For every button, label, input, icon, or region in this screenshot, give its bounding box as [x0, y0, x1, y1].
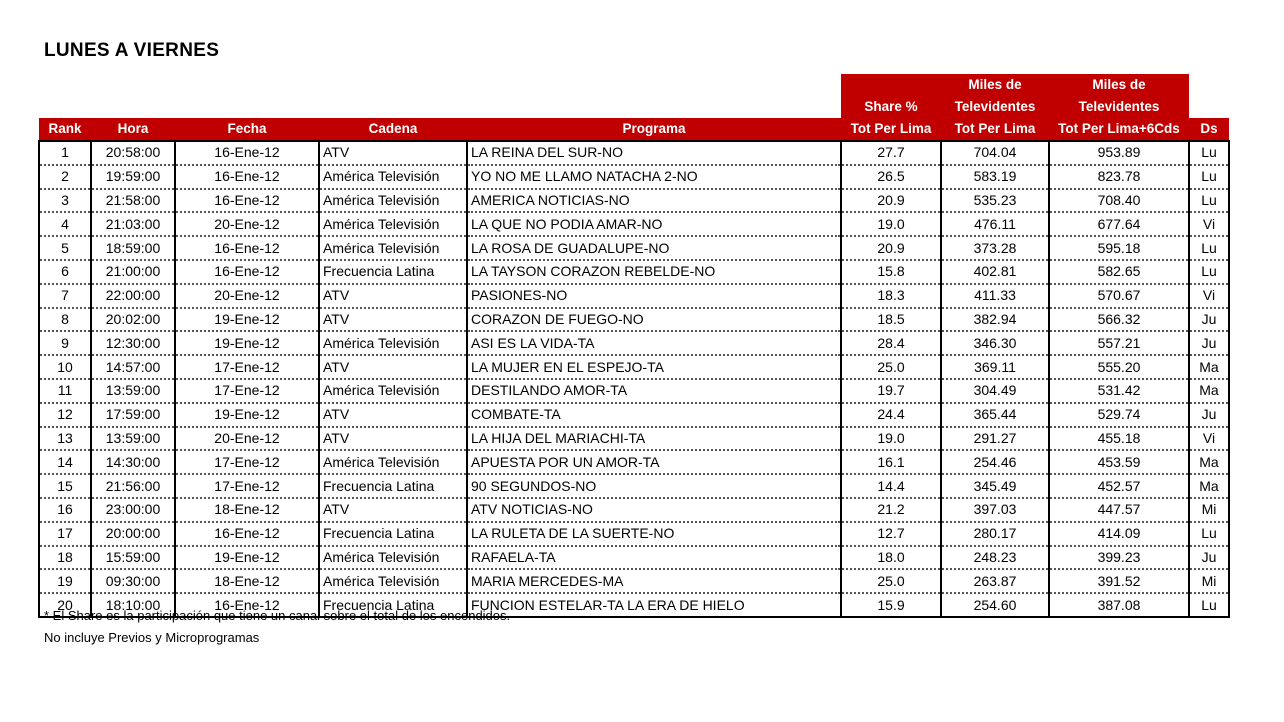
cell-hora: 12:30:00: [91, 331, 175, 355]
cell-rank: 15: [39, 474, 91, 498]
page-title: LUNES A VIERNES: [44, 40, 220, 61]
table-row: [39, 403, 1229, 427]
cell-miles-lima: 346.30: [941, 331, 1049, 355]
cell-rank: 5: [39, 236, 91, 260]
cell-fecha: 16-Ene-12: [175, 522, 319, 546]
cell-share: 26.5: [841, 165, 941, 189]
table-row: [39, 212, 1229, 236]
table-row: [39, 165, 1229, 189]
cell-programa: CORAZON DE FUEGO-NO: [467, 308, 841, 332]
header-programa: Programa: [467, 118, 841, 141]
cell-share: 14.4: [841, 474, 941, 498]
cell-programa: AMERICA NOTICIAS-NO: [467, 189, 841, 213]
table-body: [39, 141, 1229, 617]
cell-programa: LA ROSA DE GUADALUPE-NO: [467, 236, 841, 260]
cell-programa: DESTILANDO AMOR-TA: [467, 379, 841, 403]
table-row: [39, 284, 1229, 308]
cell-miles-lima: 402.81: [941, 260, 1049, 284]
header-miles-6cds-top: [1049, 74, 1189, 118]
footnotes: [44, 605, 510, 649]
header-miles-lima-line1: Miles de: [968, 77, 1022, 92]
cell-cadena: ATV: [319, 355, 467, 379]
cell-cadena: América Televisión: [319, 165, 467, 189]
cell-miles-lima: 476.11: [941, 212, 1049, 236]
cell-fecha: 18-Ene-12: [175, 569, 319, 593]
header-miles-6cds-line2: Televidentes: [1078, 99, 1160, 114]
cell-ds: Lu: [1189, 522, 1229, 546]
cell-share: 16.1: [841, 450, 941, 474]
header-share: Tot Per Lima: [841, 118, 941, 141]
cell-share: 15.8: [841, 260, 941, 284]
cell-share: 21.2: [841, 498, 941, 522]
cell-ds: Vi: [1189, 284, 1229, 308]
cell-ds: Lu: [1189, 165, 1229, 189]
cell-ds: Ma: [1189, 474, 1229, 498]
cell-share: 19.7: [841, 379, 941, 403]
table-row: [39, 498, 1229, 522]
cell-cadena: ATV: [319, 141, 467, 165]
cell-hora: 13:59:00: [91, 427, 175, 451]
cell-rank: 13: [39, 427, 91, 451]
cell-hora: 18:10:00: [91, 593, 175, 617]
header-miles-6cds: Tot Per Lima+6Cds: [1049, 118, 1189, 141]
cell-miles-6cds: 391.52: [1049, 569, 1189, 593]
cell-programa: YO NO ME LLAMO NATACHA 2-NO: [467, 165, 841, 189]
cell-rank: 11: [39, 379, 91, 403]
cell-hora: 22:00:00: [91, 284, 175, 308]
table-row: [39, 355, 1229, 379]
cell-rank: 14: [39, 450, 91, 474]
header-miles-6cds-line1: Miles de: [1092, 77, 1146, 92]
cell-rank: 9: [39, 331, 91, 355]
ratings-table: [38, 74, 1230, 618]
cell-hora: 23:00:00: [91, 498, 175, 522]
cell-miles-6cds: 453.59: [1049, 450, 1189, 474]
header-share-top: Share %: [841, 74, 941, 118]
cell-fecha: 16-Ene-12: [175, 260, 319, 284]
cell-rank: 10: [39, 355, 91, 379]
cell-ds: Lu: [1189, 189, 1229, 213]
cell-hora: 20:00:00: [91, 522, 175, 546]
cell-cadena: ATV: [319, 403, 467, 427]
cell-share: 18.3: [841, 284, 941, 308]
cell-fecha: 19-Ene-12: [175, 546, 319, 570]
cell-rank: 16: [39, 498, 91, 522]
table-row: [39, 331, 1229, 355]
cell-programa: LA QUE NO PODIA AMAR-NO: [467, 212, 841, 236]
cell-miles-lima: 304.49: [941, 379, 1049, 403]
cell-hora: 20:58:00: [91, 141, 175, 165]
cell-hora: 19:59:00: [91, 165, 175, 189]
cell-miles-6cds: 582.65: [1049, 260, 1189, 284]
cell-hora: 21:56:00: [91, 474, 175, 498]
cell-miles-6cds: 570.67: [1049, 284, 1189, 308]
cell-programa: COMBATE-TA: [467, 403, 841, 427]
cell-cadena: ATV: [319, 427, 467, 451]
cell-ds: Mi: [1189, 498, 1229, 522]
cell-cadena: América Televisión: [319, 331, 467, 355]
cell-miles-6cds: 529.74: [1049, 403, 1189, 427]
header-fecha: Fecha: [175, 118, 319, 141]
cell-miles-lima: 382.94: [941, 308, 1049, 332]
cell-rank: 17: [39, 522, 91, 546]
cell-hora: 17:59:00: [91, 403, 175, 427]
cell-miles-6cds: 414.09: [1049, 522, 1189, 546]
cell-programa: APUESTA POR UN AMOR-TA: [467, 450, 841, 474]
header-cadena: Cadena: [319, 118, 467, 141]
cell-fecha: 16-Ene-12: [175, 165, 319, 189]
cell-programa: PASIONES-NO: [467, 284, 841, 308]
cell-hora: 15:59:00: [91, 546, 175, 570]
cell-miles-lima: 583.19: [941, 165, 1049, 189]
cell-miles-6cds: 531.42: [1049, 379, 1189, 403]
cell-miles-lima: 704.04: [941, 141, 1049, 165]
cell-cadena: América Televisión: [319, 189, 467, 213]
header-row: [39, 118, 1229, 141]
cell-cadena: América Televisión: [319, 236, 467, 260]
cell-share: 27.7: [841, 141, 941, 165]
table-row: [39, 474, 1229, 498]
cell-cadena: América Televisión: [319, 450, 467, 474]
header-top-row: [39, 74, 1229, 118]
cell-share: 19.0: [841, 212, 941, 236]
cell-fecha: 17-Ene-12: [175, 474, 319, 498]
cell-fecha: 20-Ene-12: [175, 427, 319, 451]
cell-miles-lima: 291.27: [941, 427, 1049, 451]
cell-miles-lima: 535.23: [941, 189, 1049, 213]
ratings-table-wrapper: [38, 74, 1230, 618]
cell-fecha: 20-Ene-12: [175, 284, 319, 308]
cell-programa: LA TAYSON CORAZON REBELDE-NO: [467, 260, 841, 284]
cell-share: 20.9: [841, 236, 941, 260]
cell-cadena: Frecuencia Latina: [319, 593, 467, 617]
cell-ds: Vi: [1189, 427, 1229, 451]
cell-hora: 20:02:00: [91, 308, 175, 332]
cell-programa: RAFAELA-TA: [467, 546, 841, 570]
cell-miles-lima: 365.44: [941, 403, 1049, 427]
table-row: [39, 569, 1229, 593]
cell-fecha: 19-Ene-12: [175, 308, 319, 332]
cell-ds: Ju: [1189, 331, 1229, 355]
cell-ds: Lu: [1189, 260, 1229, 284]
cell-share: 18.5: [841, 308, 941, 332]
table-row: [39, 189, 1229, 213]
cell-miles-lima: 373.28: [941, 236, 1049, 260]
table-row: [39, 260, 1229, 284]
cell-share: 25.0: [841, 569, 941, 593]
cell-hora: 18:59:00: [91, 236, 175, 260]
cell-share: 20.9: [841, 189, 941, 213]
table-row: [39, 379, 1229, 403]
cell-ds: Ma: [1189, 450, 1229, 474]
table-row: [39, 546, 1229, 570]
cell-miles-lima: 397.03: [941, 498, 1049, 522]
cell-cadena: América Televisión: [319, 212, 467, 236]
cell-share: 25.0: [841, 355, 941, 379]
cell-cadena: ATV: [319, 308, 467, 332]
cell-rank: 20: [39, 593, 91, 617]
cell-hora: 14:30:00: [91, 450, 175, 474]
cell-miles-lima: 263.87: [941, 569, 1049, 593]
cell-miles-6cds: 452.57: [1049, 474, 1189, 498]
cell-hora: 09:30:00: [91, 569, 175, 593]
cell-share: 28.4: [841, 331, 941, 355]
cell-miles-6cds: 566.32: [1049, 308, 1189, 332]
cell-rank: 18: [39, 546, 91, 570]
cell-miles-6cds: 677.64: [1049, 212, 1189, 236]
cell-cadena: Frecuencia Latina: [319, 522, 467, 546]
cell-fecha: 16-Ene-12: [175, 189, 319, 213]
cell-fecha: 17-Ene-12: [175, 379, 319, 403]
cell-ds: Mi: [1189, 569, 1229, 593]
cell-programa: LA REINA DEL SUR-NO: [467, 141, 841, 165]
table-row: [39, 141, 1229, 165]
header-miles-lima-line2: Televidentes: [954, 99, 1036, 114]
cell-ds: Ma: [1189, 355, 1229, 379]
cell-rank: 7: [39, 284, 91, 308]
cell-programa: ATV NOTICIAS-NO: [467, 498, 841, 522]
cell-miles-6cds: 555.20: [1049, 355, 1189, 379]
cell-miles-lima: 254.60: [941, 593, 1049, 617]
cell-share: 19.0: [841, 427, 941, 451]
cell-rank: 4: [39, 212, 91, 236]
cell-fecha: 16-Ene-12: [175, 593, 319, 617]
cell-hora: 21:00:00: [91, 260, 175, 284]
cell-fecha: 19-Ene-12: [175, 403, 319, 427]
cell-programa: ASI ES LA VIDA-TA: [467, 331, 841, 355]
footnote-share: * El Share es la participación que tiene un canal sobre el total de los encendidos.: [44, 608, 511, 623]
cell-cadena: América Televisión: [319, 546, 467, 570]
cell-miles-6cds: 595.18: [1049, 236, 1189, 260]
cell-cadena: ATV: [319, 498, 467, 522]
cell-fecha: 17-Ene-12: [175, 355, 319, 379]
cell-fecha: 18-Ene-12: [175, 498, 319, 522]
cell-ds: Ju: [1189, 403, 1229, 427]
cell-miles-lima: 254.46: [941, 450, 1049, 474]
cell-programa: FUNCION ESTELAR-TA LA ERA DE HIELO: [467, 593, 841, 617]
cell-miles-lima: 411.33: [941, 284, 1049, 308]
cell-miles-6cds: 823.78: [1049, 165, 1189, 189]
cell-rank: 12: [39, 403, 91, 427]
cell-share: 24.4: [841, 403, 941, 427]
cell-cadena: Frecuencia Latina: [319, 474, 467, 498]
cell-ds: Ju: [1189, 546, 1229, 570]
cell-rank: 2: [39, 165, 91, 189]
cell-share: 18.0: [841, 546, 941, 570]
cell-cadena: América Televisión: [319, 379, 467, 403]
cell-miles-lima: 345.49: [941, 474, 1049, 498]
table-row: [39, 522, 1229, 546]
cell-cadena: Frecuencia Latina: [319, 260, 467, 284]
cell-ds: Lu: [1189, 141, 1229, 165]
cell-rank: 6: [39, 260, 91, 284]
cell-programa: LA MUJER EN EL ESPEJO-TA: [467, 355, 841, 379]
cell-share: 15.9: [841, 593, 941, 617]
header-ds: Ds: [1189, 118, 1229, 141]
cell-programa: MARIA MERCEDES-MA: [467, 569, 841, 593]
cell-rank: 3: [39, 189, 91, 213]
cell-miles-6cds: 708.40: [1049, 189, 1189, 213]
table-row: [39, 308, 1229, 332]
cell-fecha: 19-Ene-12: [175, 331, 319, 355]
cell-miles-lima: 280.17: [941, 522, 1049, 546]
cell-miles-lima: 369.11: [941, 355, 1049, 379]
header-rank: Rank: [39, 118, 91, 141]
cell-fecha: 20-Ene-12: [175, 212, 319, 236]
cell-fecha: 16-Ene-12: [175, 141, 319, 165]
cell-cadena: ATV: [319, 284, 467, 308]
cell-ds: Ju: [1189, 308, 1229, 332]
cell-programa: LA HIJA DEL MARIACHI-TA: [467, 427, 841, 451]
footnote-excludes: No incluye Previos y Microprogramas: [44, 630, 260, 645]
cell-miles-lima: 248.23: [941, 546, 1049, 570]
cell-rank: 1: [39, 141, 91, 165]
cell-miles-6cds: 557.21: [1049, 331, 1189, 355]
cell-cadena: América Televisión: [319, 569, 467, 593]
cell-hora: 13:59:00: [91, 379, 175, 403]
cell-hora: 21:58:00: [91, 189, 175, 213]
cell-miles-6cds: 387.08: [1049, 593, 1189, 617]
cell-ds: Vi: [1189, 212, 1229, 236]
header-hora: Hora: [91, 118, 175, 141]
table-row: [39, 450, 1229, 474]
cell-hora: 14:57:00: [91, 355, 175, 379]
header-miles-lima-top: [941, 74, 1049, 118]
cell-rank: 19: [39, 569, 91, 593]
cell-miles-6cds: 399.23: [1049, 546, 1189, 570]
cell-ds: Lu: [1189, 593, 1229, 617]
table-row: [39, 427, 1229, 451]
cell-hora: 21:03:00: [91, 212, 175, 236]
cell-ds: Ma: [1189, 379, 1229, 403]
cell-rank: 8: [39, 308, 91, 332]
cell-fecha: 17-Ene-12: [175, 450, 319, 474]
cell-share: 12.7: [841, 522, 941, 546]
header-miles-lima: Tot Per Lima: [941, 118, 1049, 141]
cell-miles-6cds: 455.18: [1049, 427, 1189, 451]
cell-fecha: 16-Ene-12: [175, 236, 319, 260]
cell-miles-6cds: 447.57: [1049, 498, 1189, 522]
cell-miles-6cds: 953.89: [1049, 141, 1189, 165]
cell-programa: LA RULETA DE LA SUERTE-NO: [467, 522, 841, 546]
cell-ds: Lu: [1189, 236, 1229, 260]
table-row: [39, 236, 1229, 260]
cell-programa: 90 SEGUNDOS-NO: [467, 474, 841, 498]
